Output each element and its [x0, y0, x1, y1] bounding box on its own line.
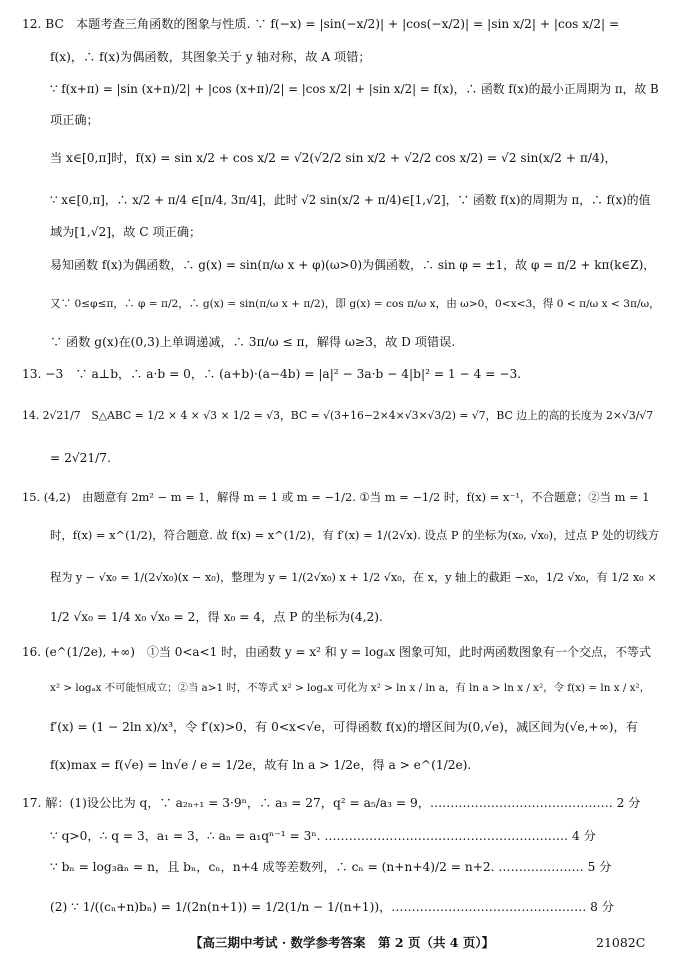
text-line: f(x)，∴ f(x)为偶函数，其图象关于 y 轴对称，故 A 项错；	[50, 50, 371, 64]
text-line: 15. (4,2) 由题意有 2m² − m = 1，解得 m = 1 或 m = −1/2. ①当 m = −1/2 时，f(x) = x⁻¹，不合题意；②当 m = 1	[22, 490, 650, 504]
footer-code: 21082C	[596, 935, 646, 950]
text-line: ∵ x∈[0,π]，∴ x/2 + π/4 ∈[π/4, 3π/4]，此时 √2 sin(x/2 + π/4)∈[1,√2]，∵ 函数 f(x)的周期为 π，∴ f(x)的值	[50, 193, 651, 207]
text-line: f′(x) = (1 − 2ln x)/x³，令 f′(x)>0，有 0<x<√e，可得函数 f(x)的增区间为(0,√e)，减区间为(√e,+∞)，有	[50, 720, 638, 734]
text-line: 项正确；	[50, 113, 99, 127]
text-line: = 2√21/7.	[50, 451, 111, 465]
text-line: ∵ 函数 g(x)在(0,3)上单调递减，∴ 3π/ω ≤ π，解得 ω≥3，故 D 项错误.	[50, 335, 456, 349]
text-line: 域为[1,√2]，故 C 项正确；	[50, 225, 202, 239]
text-line: ∵ f(x+π) = |sin (x+π)/2| + |cos (x+π)/2| = |cos x/2| + |sin x/2| = f(x)，∴ 函数 f(x)的最小正周期为 π，故 B	[50, 82, 659, 96]
footer-title: 【高三期中考试 · 数学参考答案 第 2 页（共 4 页）】	[190, 935, 495, 950]
text-line: x² > logₐx 不可能恒成立；②当 a>1 时，不等式 x² > logₐx 可化为 x² > ln x / ln a，有 ln a > ln x / x²，令 f(x) = ln x / x²，	[50, 682, 651, 694]
text-line: 易知函数 f(x)为偶函数，∴ g(x) = sin(π/ω x + φ)(ω>0)为偶函数，∴ sin φ = ±1，故 φ = π/2 + kπ(k∈Z)，	[50, 258, 656, 272]
text-line: 12. BC 本题考查三角函数的图象与性质. ∵ f(−x) = |sin(−x/2)| + |cos(−x/2)| = |sin x/2| + |cos x/2| =	[22, 17, 620, 31]
text-line: 16. (e^(1/2e), +∞) ①当 0<a<1 时，由函数 y = x² 和 y = logₐx 图象可知，此时两函数图象有一个交点，不等式	[22, 645, 651, 659]
text-line: 13. −3 ∵ a⊥b，∴ a·b = 0，∴ (a+b)·(a−4b) = |a|² − 3a·b − 4|b|² = 1 − 4 = −3.	[22, 367, 522, 381]
text-line: 程为 y − √x₀ = 1/(2√x₀)(x − x₀)，整理为 y = 1/(2√x₀) x + 1/2 √x₀，在 x，y 轴上的截距 −x₀，1/2 √x₀，有 1/2 x₀ ×	[50, 571, 657, 584]
text-line: f(x)max = f(√e) = ln√e / e = 1/2e，故有 ln a > 1/2e，得 a > e^(1/2e).	[50, 758, 472, 772]
page-footer	[0, 934, 677, 952]
text-line: 17. 解：(1)设公比为 q，∵ a₂ₙ₊₁ = 3·9ⁿ，∴ a₃ = 27，q² = a₅/a₃ = 9，……………………………………… 2 分	[22, 796, 641, 810]
text-line: 14. 2√21/7 S△ABC = 1/2 × 4 × √3 × 1/2 = √3，BC = √(3+16−2×4×√3×√3/2) = √7，BC 边上的高的长度为 2×√3/√7	[22, 409, 654, 422]
text-line: 当 x∈[0,π]时，f(x) = sin x/2 + cos x/2 = √2(√2/2 sin x/2 + √2/2 cos x/2) = √2 sin(x/2 + π/4)，	[50, 151, 617, 165]
text-line: ∵ bₙ = log₃aₙ = n，且 bₙ，cₙ，n+4 成等差数列，∴ cₙ = (n+n+4)/2 = n+2. ………………… 5 分	[50, 860, 612, 874]
text-line: (2) ∵ 1/((cₙ+n)bₙ) = 1/(2n(n+1)) = 1/2(1/n − 1/(n+1))，………………………………………… 8 分	[50, 900, 614, 914]
text-line: 1/2 √x₀ = 1/4 x₀ √x₀ = 2，得 x₀ = 4，点 P 的坐标为(4,2).	[50, 610, 383, 624]
text-line: 又∵ 0≤φ≤π，∴ φ = π/2，∴ g(x) = sin(π/ω x + π/2)，即 g(x) = cos π/ω x，由 ω>0，0<x<3，得 0 < π/ω x < 3π/ω，	[50, 298, 660, 310]
text-line: ∵ q>0，∴ q = 3，a₁ = 3，∴ aₙ = a₁qⁿ⁻¹ = 3ⁿ. …………………………………………………… 4 分	[50, 829, 596, 843]
text-line: 时，f(x) = x^(1/2)，符合题意. 故 f(x) = x^(1/2)，有 f′(x) = 1/(2√x). 设点 P 的坐标为(x₀, √x₀)，过点 P 处的切线方	[50, 528, 660, 542]
